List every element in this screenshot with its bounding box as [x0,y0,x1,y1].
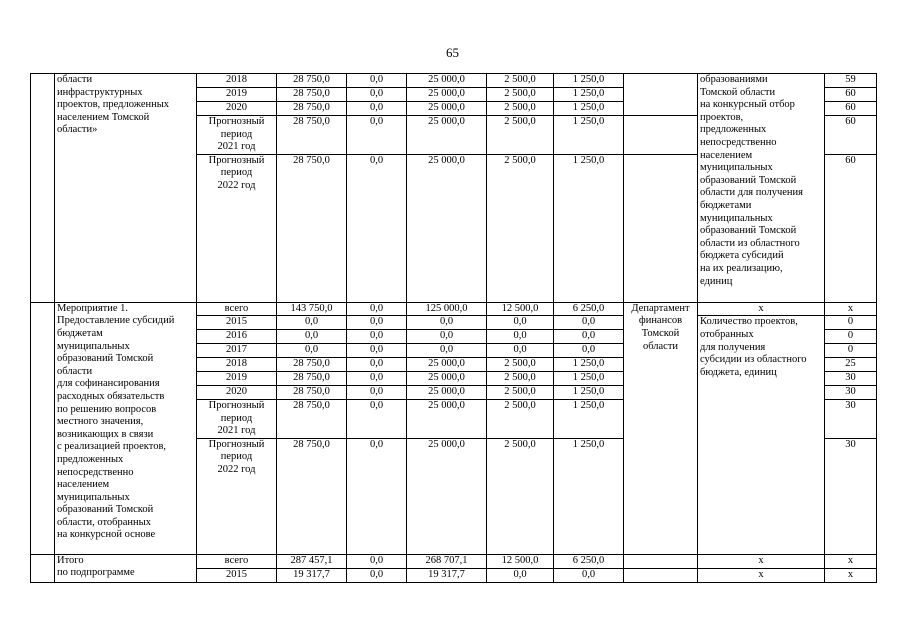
local-budget-cell: 0,0 [487,330,554,344]
regional-budget-cell: 268 707,1 [407,554,487,568]
plan-value-cell: х [825,302,877,316]
total-funding-cell: 28 750,0 [277,116,347,155]
local-budget-cell: 0,0 [487,344,554,358]
plan-value-cell: 30 [825,385,877,399]
regional-budget-cell: 19 317,7 [407,568,487,582]
executor-cell [624,554,698,568]
indicator-value-cell: х [698,302,825,316]
federal-budget-cell: 0,0 [347,330,407,344]
federal-budget-cell: 0,0 [347,344,407,358]
executor-cell [624,154,698,302]
local-budget-cell: 2 500,0 [487,88,554,102]
local-budget-cell: 0,0 [487,316,554,330]
local-budget-cell: 2 500,0 [487,438,554,554]
regional-budget-cell: 0,0 [407,344,487,358]
regional-budget-cell: 25 000,0 [407,385,487,399]
year-cell: 2015 [197,568,277,582]
regional-budget-cell: 25 000,0 [407,399,487,438]
local-budget-cell: 2 500,0 [487,385,554,399]
regional-budget-cell: 25 000,0 [407,74,487,88]
regional-budget-cell: 25 000,0 [407,438,487,554]
plan-value-cell: х [825,554,877,568]
regional-budget-cell: 25 000,0 [407,116,487,155]
indicator-value-cell: х [698,554,825,568]
plan-value-cell: 60 [825,102,877,116]
federal-budget-cell: 0,0 [347,385,407,399]
regional-budget-cell: 25 000,0 [407,88,487,102]
regional-budget-cell: 25 000,0 [407,358,487,372]
activity-name-cell: области инфраструктурных проектов, предложенных населением Томской области» [55,74,197,303]
total-funding-cell: 28 750,0 [277,102,347,116]
federal-budget-cell: 0,0 [347,554,407,568]
table-row [31,302,877,316]
federal-budget-cell: 0,0 [347,154,407,302]
executor-cell [624,116,698,155]
local-budget-cell: 2 500,0 [487,74,554,88]
total-funding-cell: 0,0 [277,316,347,330]
plan-value-cell: 60 [825,154,877,302]
local-budget-cell: 12 500,0 [487,302,554,316]
executor-cell [624,568,698,582]
local-budget-cell: 2 500,0 [487,399,554,438]
federal-budget-cell: 0,0 [347,74,407,88]
federal-budget-cell: 0,0 [347,302,407,316]
extra-budget-cell: 1 250,0 [554,399,624,438]
year-cell: 2019 [197,371,277,385]
local-budget-cell: 2 500,0 [487,102,554,116]
extra-budget-cell: 1 250,0 [554,385,624,399]
plan-value-cell: 0 [825,344,877,358]
total-funding-cell: 0,0 [277,330,347,344]
year-cell: всего [197,554,277,568]
local-budget-cell: 12 500,0 [487,554,554,568]
total-funding-cell: 0,0 [277,344,347,358]
total-funding-cell: 28 750,0 [277,88,347,102]
indicator-value-cell: х [698,568,825,582]
extra-budget-cell: 0,0 [554,316,624,330]
total-funding-cell: 28 750,0 [277,438,347,554]
total-funding-cell: 19 317,7 [277,568,347,582]
number-cell [31,302,55,554]
federal-budget-cell: 0,0 [347,371,407,385]
regional-budget-cell: 25 000,0 [407,154,487,302]
indicator-cell: Количество проектов, отобранных для получения субсидии из областного бюджета, единиц [698,316,825,554]
extra-budget-cell: 1 250,0 [554,358,624,372]
regional-budget-cell: 125 000,0 [407,302,487,316]
subprogram-table [30,73,877,583]
extra-budget-cell: 6 250,0 [554,554,624,568]
total-funding-cell: 28 750,0 [277,358,347,372]
plan-value-cell: 0 [825,330,877,344]
regional-budget-cell: 25 000,0 [407,102,487,116]
local-budget-cell: 2 500,0 [487,371,554,385]
executor-cell: Департамент финансов Томской области [624,302,698,554]
executor-cell [624,74,698,116]
year-cell: 2020 [197,385,277,399]
year-cell: 2017 [197,344,277,358]
extra-budget-cell: 1 250,0 [554,102,624,116]
extra-budget-cell: 0,0 [554,568,624,582]
table-row [31,74,877,88]
federal-budget-cell: 0,0 [347,358,407,372]
local-budget-cell: 2 500,0 [487,358,554,372]
federal-budget-cell: 0,0 [347,568,407,582]
federal-budget-cell: 0,0 [347,316,407,330]
extra-budget-cell: 1 250,0 [554,438,624,554]
page-number: 65 [446,45,459,60]
extra-budget-cell: 1 250,0 [554,371,624,385]
activity-name-cell: Мероприятие 1. Предоставление субсидий бюджетам муниципальных образований Томской области для софинансирования расходных обязательств по решению вопросов местного значения, возникающих в связи с реализацией проектов, предложенных непосредственно населением муниципальных образований Томской области, отобранных на конкурсной основе [55,302,197,554]
total-funding-cell: 143 750,0 [277,302,347,316]
federal-budget-cell: 0,0 [347,399,407,438]
total-funding-cell: 28 750,0 [277,74,347,88]
year-cell: 2019 [197,88,277,102]
regional-budget-cell: 25 000,0 [407,371,487,385]
plan-value-cell: 30 [825,371,877,385]
year-cell: 2018 [197,74,277,88]
plan-value-cell: 0 [825,316,877,330]
year-cell: 2020 [197,102,277,116]
number-cell [31,554,55,582]
extra-budget-cell: 0,0 [554,344,624,358]
extra-budget-cell: 1 250,0 [554,88,624,102]
local-budget-cell: 0,0 [487,568,554,582]
year-cell: Прогнозный период 2022 год [197,438,277,554]
plan-value-cell: 30 [825,438,877,554]
indicator-cell: образованиями Томской области на конкурсный отбор проектов, предложенных непосредственно населением муниципальных образований Томской области для получения бюджетами муниципальных образований Томской области из областного бюджета субсидий на их реализацию, единиц [698,74,825,303]
table-row [31,554,877,568]
federal-budget-cell: 0,0 [347,88,407,102]
total-funding-cell: 28 750,0 [277,371,347,385]
extra-budget-cell: 6 250,0 [554,302,624,316]
extra-budget-cell: 1 250,0 [554,154,624,302]
plan-value-cell: 60 [825,116,877,155]
number-cell [31,74,55,303]
extra-budget-cell: 1 250,0 [554,74,624,88]
total-funding-cell: 28 750,0 [277,154,347,302]
federal-budget-cell: 0,0 [347,102,407,116]
federal-budget-cell: 0,0 [347,116,407,155]
total-funding-cell: 287 457,1 [277,554,347,568]
plan-value-cell: 60 [825,88,877,102]
year-cell: Прогнозный период 2021 год [197,399,277,438]
total-funding-cell: 28 750,0 [277,385,347,399]
year-cell: 2016 [197,330,277,344]
local-budget-cell: 2 500,0 [487,154,554,302]
activity-name-cell: Итого по подпрограмме [55,554,197,582]
regional-budget-cell: 0,0 [407,330,487,344]
plan-value-cell: 30 [825,399,877,438]
federal-budget-cell: 0,0 [347,438,407,554]
year-cell: 2018 [197,358,277,372]
plan-value-cell: 25 [825,358,877,372]
year-cell: всего [197,302,277,316]
local-budget-cell: 2 500,0 [487,116,554,155]
total-funding-cell: 28 750,0 [277,399,347,438]
extra-budget-cell: 0,0 [554,330,624,344]
extra-budget-cell: 1 250,0 [554,116,624,155]
plan-value-cell: х [825,568,877,582]
year-cell: 2015 [197,316,277,330]
plan-value-cell: 59 [825,74,877,88]
regional-budget-cell: 0,0 [407,316,487,330]
year-cell: Прогнозный период 2021 год [197,116,277,155]
year-cell: Прогнозный период 2022 год [197,154,277,302]
